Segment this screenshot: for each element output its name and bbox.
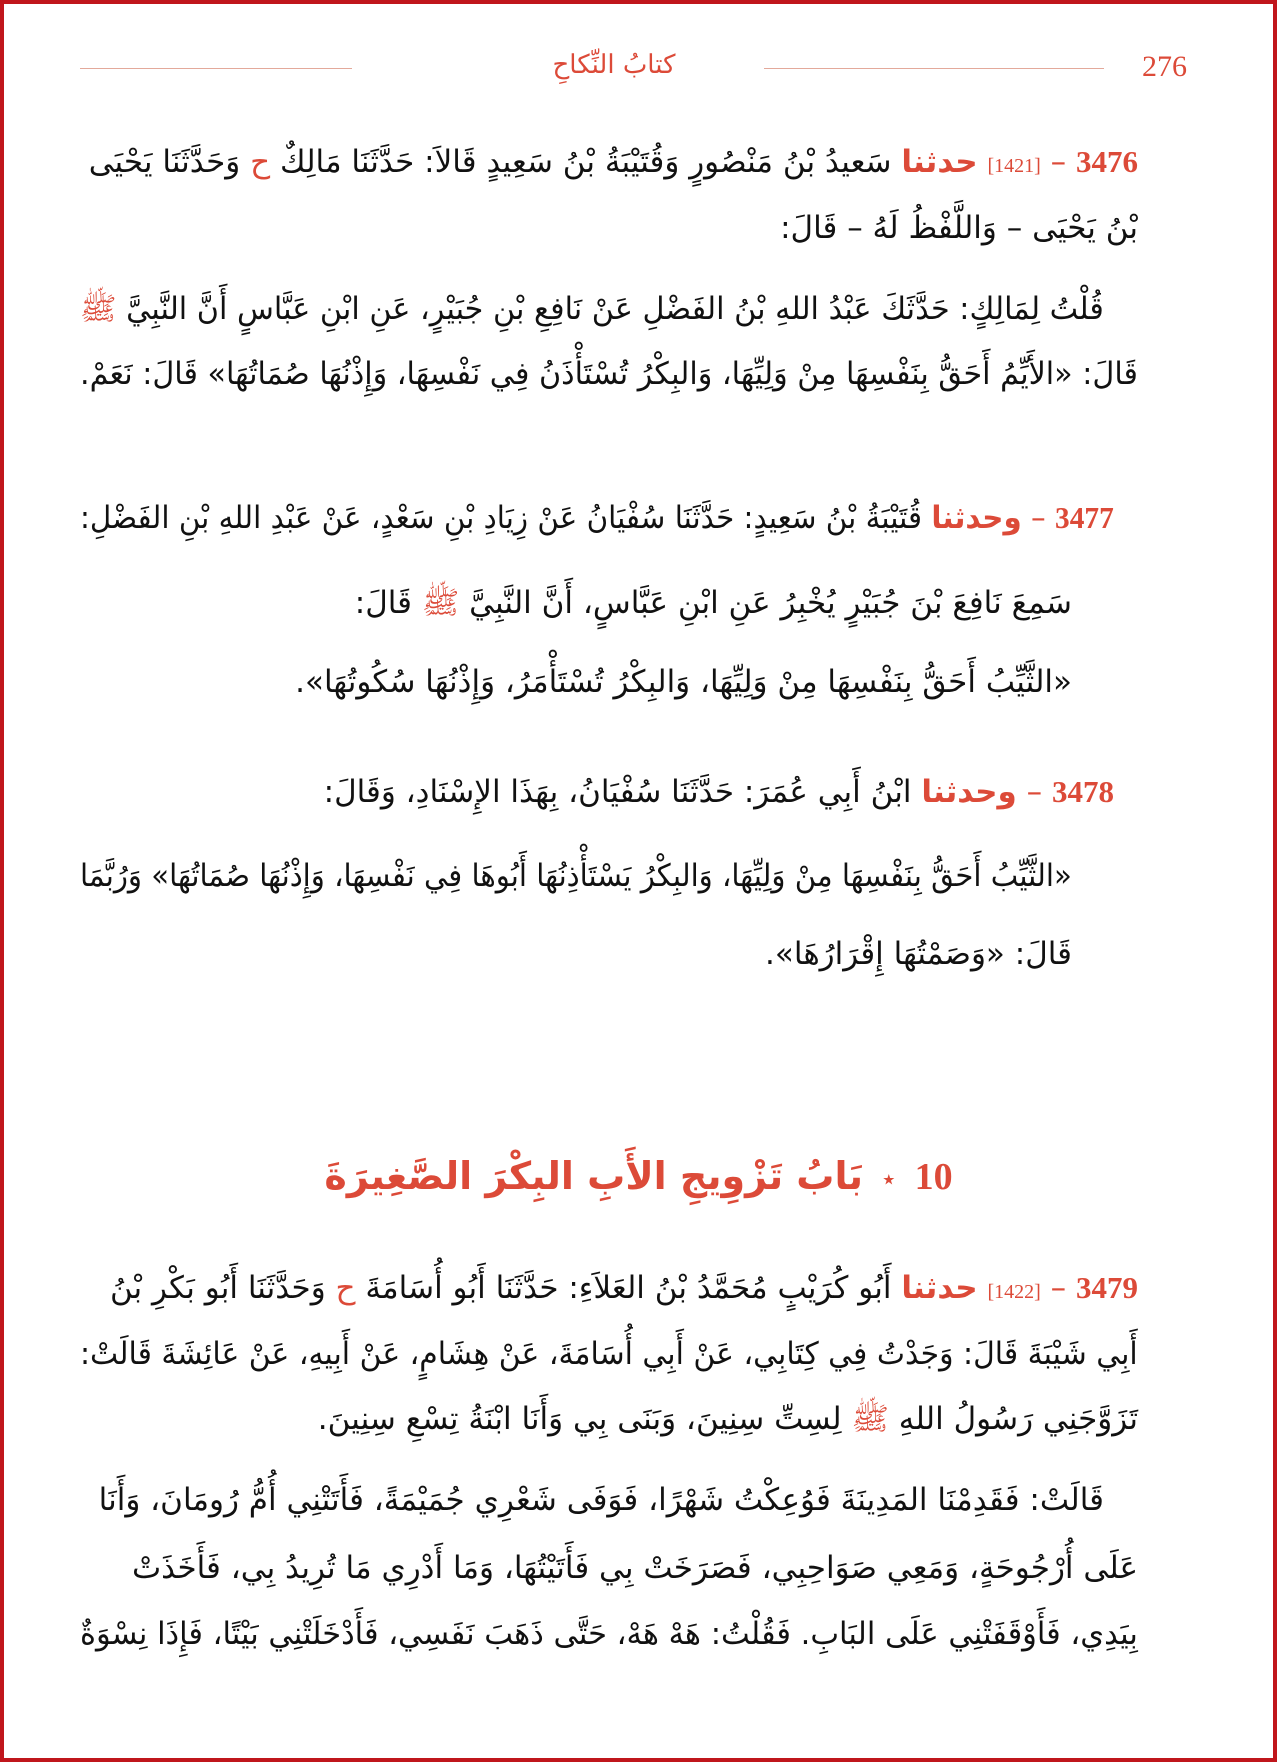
hadith-3479-line-6 bbox=[80, 1616, 1138, 1652]
chain-marker: وحدثنا bbox=[921, 774, 1017, 810]
star-icon: ٭ bbox=[882, 1164, 896, 1193]
hadith-number: 3478 bbox=[1052, 774, 1114, 809]
hadith-3476-line-2 bbox=[780, 210, 1138, 246]
hadith-3477 bbox=[80, 500, 1138, 720]
hadith-3478-line-1: 3478 – وحدثنا ابْنُ أَبِي عُمَرَ: حَدَّثَنَا سُفْيَانُ، بِهَذَا الإِسْنَادِ، وَقَالَ: bbox=[323, 774, 1114, 810]
hadith-3479-line-3 bbox=[318, 1400, 1138, 1445]
hadith-text: «الثَّيِّبُ أَحَقُّ بِنَفْسِهَا مِنْ وَلِيِّهَا، وَالبِكْرُ يَسْتَأْذِنُهَا أَبُوهَا فِي نَفْسِهَا، وَإِذْنُهَا صُمَاتُهَا» وَرُبَّمَا bbox=[80, 858, 1072, 894]
hadith-3476-line-4 bbox=[80, 356, 1138, 392]
hadith-text: قَالَتْ: فَقَدِمْنَا المَدِينَةَ فَوُعِكْتُ شَهْرًا، فَوَفَى شَعْرِي جُمَيْمَةً، فَأَتَتْنِي أُمُّ رُومَانَ، وَأَنَا bbox=[98, 1482, 1104, 1518]
chapter-number: 10 bbox=[914, 1156, 953, 1198]
hadith-text: قُلْتُ لِمَالِكٍ: حَدَّثَكَ عَبْدُ اللهِ بْنُ الفَضْلِ عَنْ نَافِعِ بْنِ جُبَيْرٍ، عَنِ ابْنِ عَبَّاسٍ أَنَّ النَّبِيَّ bbox=[126, 291, 1105, 327]
hadith-text: قَالَ: bbox=[354, 585, 412, 621]
hadith-text: أَبِي شَيْبَةَ قَالَ: وَجَدْتُ فِي كِتَابِي، عَنْ أَبِي أُسَامَةَ، عَنْ هِشَامٍ، عَنْ أَبِيهِ، عَنْ عَائِشَةَ قَالَتْ: bbox=[80, 1336, 1138, 1372]
hadith-number: 3479 bbox=[1076, 1270, 1138, 1305]
chapter-title: بَابُ تَزْوِيجِ الأَبِ البِكْرَ الصَّغِيرَةَ bbox=[324, 1154, 864, 1198]
tahwil-symbol: ح bbox=[250, 144, 271, 180]
hadith-text: بْنُ يَحْيَى – وَاللَّفْظُ لَهُ – قَالَ: bbox=[780, 210, 1138, 246]
hadith-3478 bbox=[80, 774, 1138, 1004]
chain-marker: حدثنا bbox=[901, 1270, 978, 1306]
hadith-3479-line-1: 3479 – [1422] حدثنا أَبُو كُرَيْبٍ مُحَمَّدُ بْنُ العَلاَءِ: حَدَّثَنَا أَبُو أُسَامَةَ ح وَحَدَّثَنَا أَبُو بَكْرِ بْنُ bbox=[109, 1270, 1138, 1306]
hadith-3477-line-1: 3477 – وحدثنا قُتَيْبَةُ بْنُ سَعِيدٍ: حَدَّثَنَا سُفْيَانُ عَنْ زِيَادِ بْنِ سَعْدٍ، عَنْ عَبْدِ اللهِ بْنِ الفَضْلِ: bbox=[80, 500, 1114, 536]
chapter-heading bbox=[4, 1154, 1273, 1199]
hadith-3478-line-2 bbox=[80, 858, 1072, 894]
hadith-text: سَعيدُ بْنُ مَنْصُورٍ وَقُتَيْبَةُ بْنُ سَعِيدٍ قَالاَ: حَدَّثَنَا مَالِكٌ bbox=[279, 144, 892, 180]
hadith-text: بِيَدِي، فَأَوْقَفَتْنِي عَلَى البَابِ. فَقُلْتُ: هَهْ هَهْ، حَتَّى ذَهَبَ نَفَسِي، فَأَدْخَلَتْنِي بَيْتًا، فَإِذَا نِسْوَةٌ bbox=[80, 1616, 1138, 1652]
hadith-text: قُتَيْبَةُ بْنُ سَعِيدٍ: حَدَّثَنَا سُفْيَانُ عَنْ زِيَادِ بْنِ سَعْدٍ، عَنْ عَبْدِ اللهِ بْنِ الفَضْلِ: bbox=[80, 500, 923, 536]
hadith-text: وَحَدَّثَنَا يَحْيَى bbox=[88, 144, 241, 180]
hadith-3477-line-3 bbox=[295, 664, 1072, 700]
hadith-3479 bbox=[80, 1270, 1138, 1740]
hadith-reference: [1421] bbox=[987, 155, 1041, 177]
hadith-text: عَلَى أُرْجُوحَةٍ، وَمَعِي صَوَاحِبِي، فَصَرَخَتْ بِي فَأَتَيْتُهَا، وَمَا أَدْرِي مَا تُرِيدُ بِي، فَأَخَذَتْ bbox=[131, 1550, 1138, 1586]
page-header bbox=[4, 42, 1273, 102]
hadith-number: 3477 bbox=[1055, 500, 1114, 535]
hadith-text: وَحَدَّثَنَا أَبُو بَكْرِ بْنُ bbox=[109, 1270, 326, 1306]
header-rule-left bbox=[80, 68, 352, 69]
hadith-text: ابْنُ أَبِي عُمَرَ: حَدَّثَنَا سُفْيَانُ، بِهَذَا الإِسْنَادِ، وَقَالَ: bbox=[323, 774, 912, 810]
tahwil-symbol: ح bbox=[335, 1270, 356, 1306]
hadith-3479-line-4 bbox=[99, 1482, 1104, 1518]
hadith-number: 3476 bbox=[1076, 144, 1138, 179]
salutation-symbol: ﷺ bbox=[80, 291, 117, 327]
chain-marker: حدثنا bbox=[901, 144, 978, 180]
hadith-3479-line-2 bbox=[80, 1336, 1138, 1372]
running-title: كتابُ النِّكاحِ bbox=[552, 50, 676, 80]
salutation-symbol: ﷺ bbox=[421, 585, 460, 621]
hadith-text: قَالَ: «الأَيِّمُ أَحَقُّ بِنَفْسِهَا مِنْ وَلِيِّهَا، وَالبِكْرُ تُسْتَأْذَنُ فِي نَفْسِهَا، وَإِذْنُهَا صُمَاتُهَا» قَالَ: نَعَمْ. bbox=[80, 356, 1138, 392]
hadith-3477-line-2 bbox=[355, 584, 1072, 629]
hadith-3476 bbox=[80, 144, 1138, 464]
hadith-text: تَزَوَّجَنِي رَسُولُ اللهِ bbox=[898, 1401, 1138, 1437]
salutation-symbol: ﷺ bbox=[851, 1401, 889, 1437]
hadith-text: لِسِتِّ سِنِينَ، وَبَنَى بِي وَأَنَا ابْنَةُ تِسْعِ سِنِينَ. bbox=[317, 1401, 842, 1437]
hadith-3476-line-3 bbox=[80, 290, 1104, 335]
page-number: 276 bbox=[1142, 50, 1187, 83]
hadith-text: سَمِعَ نَافِعَ بْنَ جُبَيْرٍ يُخْبِرُ عَنِ ابْنِ عَبَّاسٍ، أَنَّ النَّبِيَّ bbox=[469, 585, 1072, 621]
hadith-3478-line-3 bbox=[765, 936, 1072, 972]
hadith-text: «الثَّيِّبُ أَحَقُّ بِنَفْسِهَا مِنْ وَلِيِّهَا، وَالبِكْرُ تُسْتَأْمَرُ، وَإِذْنُهَا سُكُوتُهَا». bbox=[295, 664, 1072, 700]
hadith-text: قَالَ: «وَصَمْتُهَا إِقْرَارُهَا». bbox=[765, 936, 1072, 972]
chain-marker: وحدثنا bbox=[931, 500, 1022, 536]
hadith-reference: [1422] bbox=[987, 1281, 1041, 1303]
hadith-3479-line-5 bbox=[132, 1550, 1138, 1586]
hadith-text: أَبُو كُرَيْبٍ مُحَمَّدُ بْنُ العَلاَءِ: حَدَّثَنَا أَبُو أُسَامَةَ bbox=[365, 1270, 892, 1306]
hadith-3476-line-1: 3476 – [1421] حدثنا سَعيدُ بْنُ مَنْصُورٍ وَقُتَيْبَةُ بْنُ سَعِيدٍ قَالاَ: حَدَّثَنَا مَالِكٌ ح وَحَدَّثَنَا يَحْيَى bbox=[88, 144, 1138, 180]
header-rule-right bbox=[764, 68, 1104, 69]
